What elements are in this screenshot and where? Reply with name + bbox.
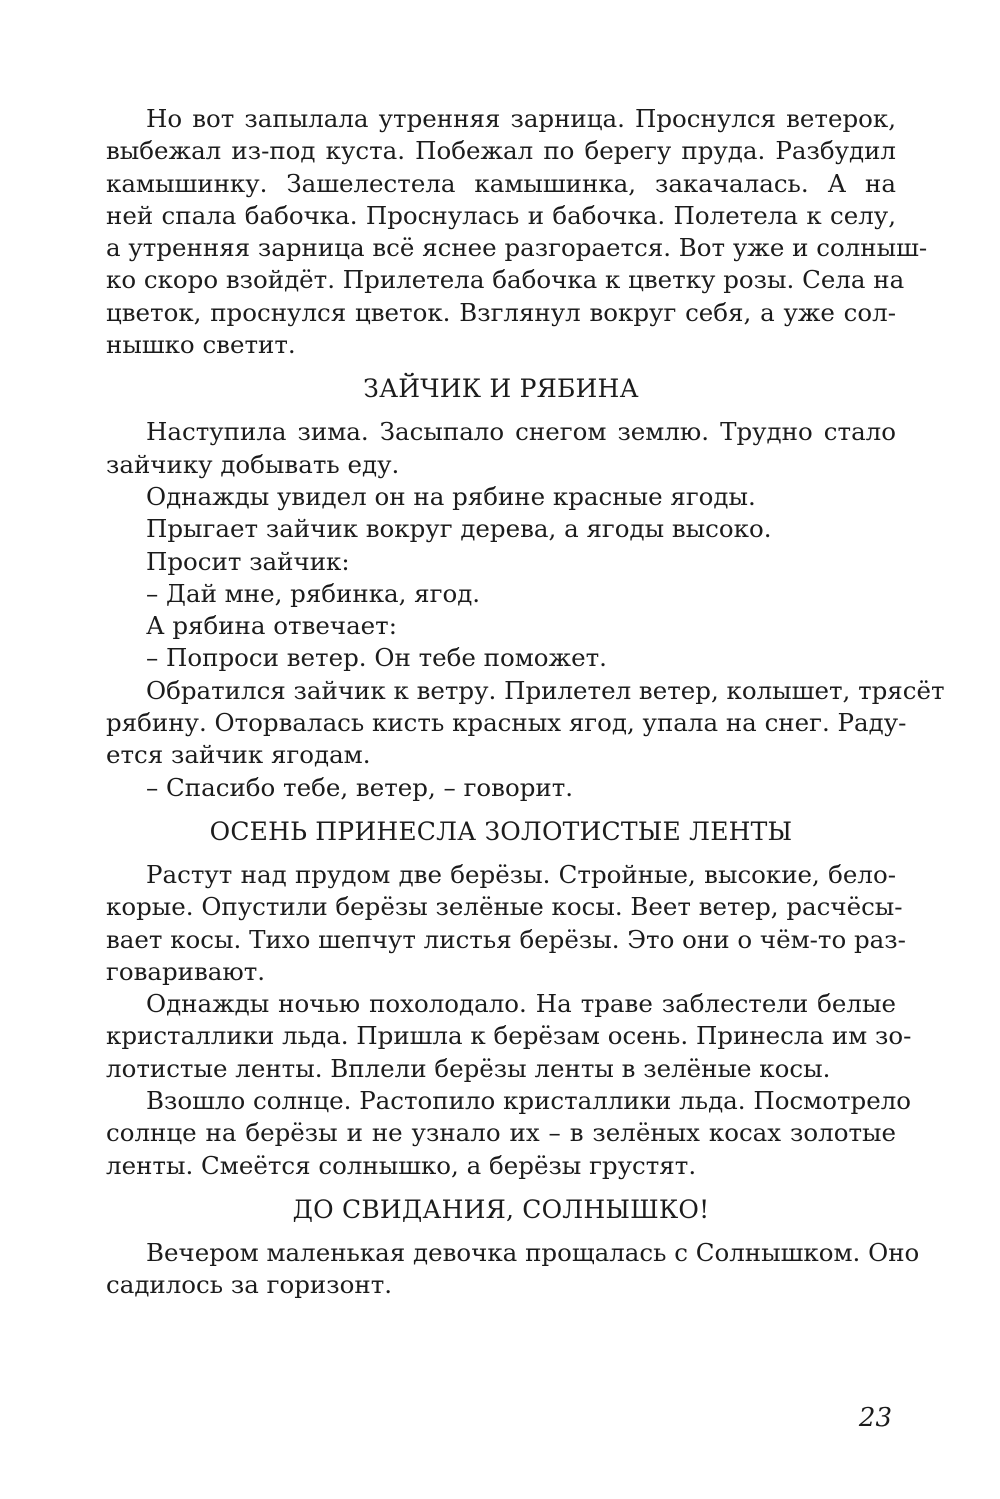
text-line: говаривают. bbox=[106, 956, 266, 986]
intro-paragraph bbox=[106, 103, 928, 361]
text-line: камышинку. Зашелестела камышинка, закачалась. А на bbox=[106, 168, 896, 198]
story-title-zaychik: ЗАЙЧИК И РЯБИНА bbox=[363, 374, 639, 404]
story-title-do-svidaniya: ДО СВИДАНИЯ, СОЛНЫШКО! bbox=[292, 1194, 710, 1224]
story-body-do-svidaniya bbox=[106, 1237, 920, 1302]
text-line: Взошло солнце. Растопило кристаллики льда. Посмотрело bbox=[146, 1086, 912, 1116]
story-body-osen bbox=[106, 859, 912, 1182]
page-number: 23 bbox=[858, 1403, 892, 1433]
text-line: солнце на берёзы и не узнало их – в зелёных косах золотые bbox=[106, 1118, 896, 1148]
text-line: Растут над прудом две берёзы. Стройные, высокие, бело- bbox=[146, 859, 896, 889]
dialogue-line: – Попроси ветер. Он тебе поможет. bbox=[146, 643, 607, 673]
text-line: кристаллики льда. Пришла к берёзам осень. Принесла им зо- bbox=[106, 1021, 912, 1051]
text-line: цветок, проснулся цветок. Взглянул вокруг себя, а уже сол- bbox=[106, 297, 896, 327]
text-line: ется зайчик ягодам. bbox=[106, 740, 371, 770]
text-line: Однажды ночью похолодало. На траве заблестели белые bbox=[146, 989, 896, 1019]
story-body-zaychik bbox=[106, 416, 945, 804]
text-line: лотистые ленты. Вплели берёзы ленты в зелёные косы. bbox=[106, 1053, 831, 1083]
text-line: а утренняя зарница всё яснее разгорается. Вот уже и солныш- bbox=[106, 233, 928, 263]
text-line: ней спала бабочка. Проснулась и бабочка. Полетела к селу, bbox=[106, 200, 896, 230]
text-line: зайчику добывать еду. bbox=[106, 449, 400, 479]
text-line: Обратился зайчик к ветру. Прилетел ветер, колышет, трясёт bbox=[146, 675, 945, 705]
book-page bbox=[106, 103, 945, 1493]
text-line: Просит зайчик: bbox=[146, 546, 350, 576]
story-title-osen: ОСЕНЬ ПРИНЕСЛА ЗОЛОТИСТЫЕ ЛЕНТЫ bbox=[209, 816, 793, 846]
dialogue-line: – Дай мне, рябинка, ягод. bbox=[146, 578, 481, 608]
text-line: нышко светит. bbox=[106, 330, 296, 360]
text-line: А рябина отвечает: bbox=[146, 611, 397, 641]
text-line: ко скоро взойдёт. Прилетела бабочка к цветку розы. Села на bbox=[106, 265, 905, 295]
text-line: Вечером маленькая девочка прощалась с Солнышком. Оно bbox=[146, 1237, 920, 1267]
dialogue-line: – Спасибо тебе, ветер, – говорит. bbox=[146, 772, 574, 802]
text-line: рябину. Оторвалась кисть красных ягод, упала на снег. Раду- bbox=[106, 708, 907, 738]
text-line: выбежал из-под куста. Побежал по берегу пруда. Разбудил bbox=[106, 136, 896, 166]
text-line: Но вот запылала утренняя зарница. Проснулся ветерок, bbox=[146, 104, 896, 133]
text-line: корые. Опустили берёзы зелёные косы. Веет ветер, расчёсы- bbox=[106, 892, 903, 922]
text-line: Однажды увидел он на рябине красные ягоды. bbox=[146, 481, 756, 511]
text-line: Наступила зима. Засыпало снегом землю. Трудно стало bbox=[146, 417, 896, 447]
text-line: ленты. Смеётся солнышко, а берёзы грустят. bbox=[106, 1150, 697, 1180]
text-line: Прыгает зайчик вокруг дерева, а ягоды высоко. bbox=[146, 514, 772, 544]
text-line: садилось за горизонт. bbox=[106, 1270, 393, 1300]
text-line: вает косы. Тихо шепчут листья берёзы. Это они о чём-то раз- bbox=[106, 924, 906, 954]
